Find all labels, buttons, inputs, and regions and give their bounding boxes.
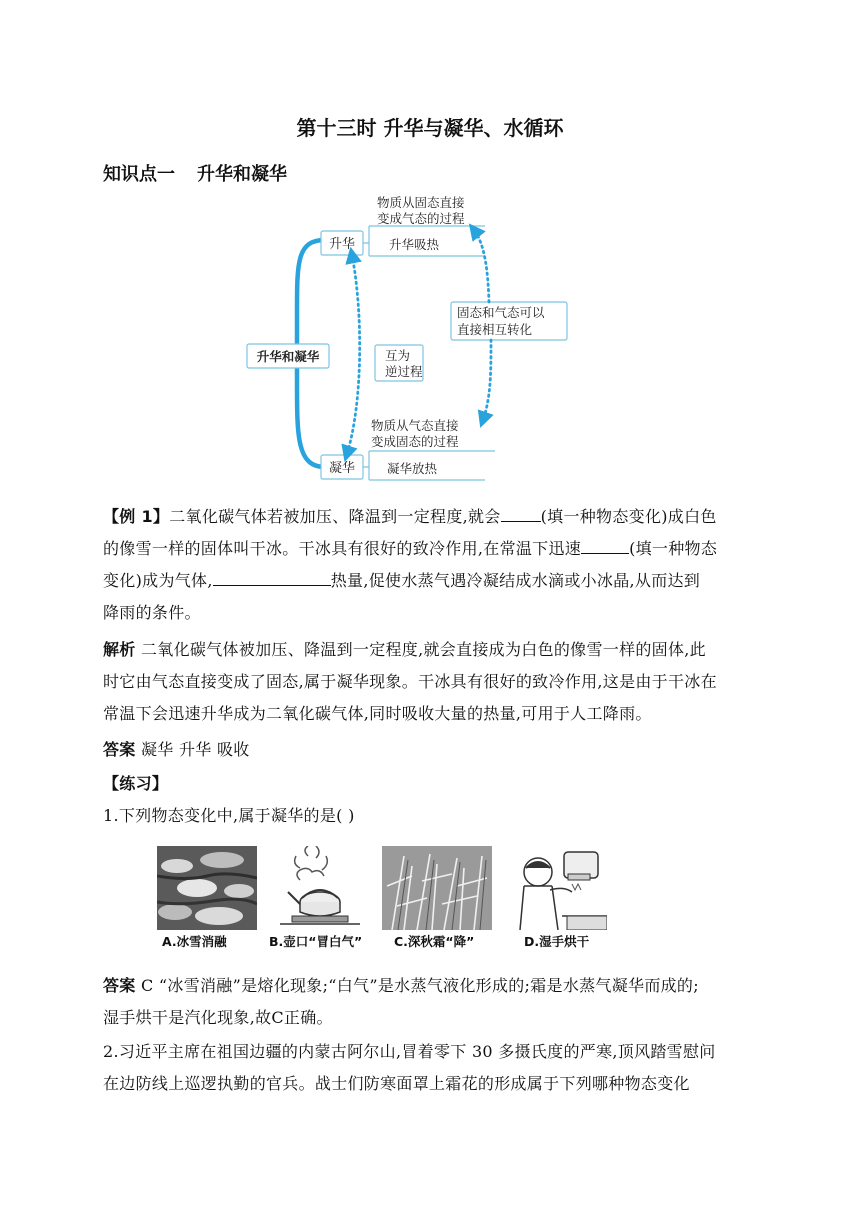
section-label: 知识点一 xyxy=(103,164,175,185)
example-text-3: 的像雪一样的固体叫干冰。干冰具有很好的致冷作用,在常温下迅速 xyxy=(103,539,582,558)
option-a-caption: A.冰雪消融 xyxy=(162,934,227,949)
section-name: 升华和凝华 xyxy=(197,164,287,185)
right-dotted-arrow-top xyxy=(474,230,489,302)
top-node-label: 升华 xyxy=(328,237,356,252)
bottom-node-label: 凝华 xyxy=(328,461,356,476)
answer-2-line-1: C “冰雪消融”是熔化现象;“白气”是水蒸气液化形成的;霜是水蒸气凝华而成的; xyxy=(141,976,699,995)
example-label: 【例 1】 xyxy=(103,507,170,526)
center-node-label: 升华和凝华 xyxy=(256,349,320,364)
answer-1-text: 凝华 升华 吸收 xyxy=(141,740,250,759)
example-text-5: 变化)成为气体, xyxy=(103,571,213,590)
middle-label-2: 逆过程 xyxy=(385,364,423,379)
middle-dotted-arrow xyxy=(347,255,360,454)
option-a-image xyxy=(157,846,257,930)
answer-2-line-2: 湿手烘干是汽化现象,故C正确。 xyxy=(103,1008,333,1027)
option-d-image xyxy=(512,846,607,930)
example-text-7: 降雨的条件。 xyxy=(103,603,201,622)
option-c-caption: C.深秋霜“降” xyxy=(394,934,475,949)
practice-heading: 【练习】 xyxy=(103,774,169,793)
analysis-paragraph xyxy=(103,634,763,730)
page-title: 第十三时 升华与凝华、水循环 xyxy=(296,116,564,140)
question-2-line-2: 在边防线上巡逻执勤的官兵。战士们防寒面罩上霜花的形成属于下列哪种物态变化 xyxy=(103,1074,690,1093)
right-label-1: 固态和气态可以 xyxy=(457,305,545,320)
answer-2-label: 答案 xyxy=(103,976,136,995)
option-images xyxy=(157,846,617,952)
question-2 xyxy=(103,1036,763,1100)
analysis-line-2: 时它由气态直接变成了固态,属于凝华现象。干冰具有很好的致冷作用,这是由于干冰在 xyxy=(103,672,717,691)
analysis-label: 解析 xyxy=(103,640,136,659)
option-b-caption: B.壶口“冒白气” xyxy=(269,934,363,949)
top-heat: 升华吸热 xyxy=(389,237,440,252)
question-2-line-1: 2.习近平主席在祖国边疆的内蒙古阿尔山,冒着零下 30 多摄氏度的严寒,顶风踏雪慰问 xyxy=(103,1042,716,1061)
bottom-heat: 凝华放热 xyxy=(387,461,438,476)
concept-diagram xyxy=(245,192,575,492)
bottom-def-2: 变成固态的过程 xyxy=(371,434,459,449)
answer-2 xyxy=(103,970,763,1034)
right-label-2: 直接相互转化 xyxy=(457,322,533,337)
example-text-1: 二氧化碳气体若被加压、降温到一定程度,就会 xyxy=(169,507,501,526)
option-c-image xyxy=(382,846,492,930)
top-def-2: 变成气态的过程 xyxy=(377,211,465,226)
answer-1 xyxy=(103,734,763,766)
analysis-line-3: 常温下会迅速升华成为二氧化碳气体,同时吸收大量的热量,可用于人工降雨。 xyxy=(103,704,652,723)
question-1: 1.下列物态变化中,属于凝华的是( ) xyxy=(103,806,355,825)
bottom-def-1: 物质从气态直接 xyxy=(371,418,459,433)
middle-label-1: 互为 xyxy=(385,348,411,363)
answer-1-label: 答案 xyxy=(103,740,136,759)
example-text-2: (填一种物态变化)成白色 xyxy=(540,507,717,526)
top-def-1: 物质从固态直接 xyxy=(377,195,465,210)
example-text-6: 热量,促使水蒸气遇冷凝结成水滴或小冰晶,从而达到 xyxy=(330,571,701,590)
example-paragraph xyxy=(103,501,763,629)
answer-blank-1[interactable] xyxy=(501,503,541,522)
analysis-line-1: 二氧化碳气体被加压、降温到一定程度,就会直接成为白色的像雪一样的固体,此 xyxy=(141,640,706,659)
right-dotted-arrow-bottom xyxy=(483,340,491,420)
section-heading xyxy=(103,160,287,186)
example-text-4: (填一种物态 xyxy=(629,539,718,558)
answer-blank-3[interactable] xyxy=(213,567,331,586)
option-b-image xyxy=(270,846,370,930)
option-d-caption: D.湿手烘干 xyxy=(524,934,590,949)
answer-blank-2[interactable] xyxy=(581,535,629,554)
